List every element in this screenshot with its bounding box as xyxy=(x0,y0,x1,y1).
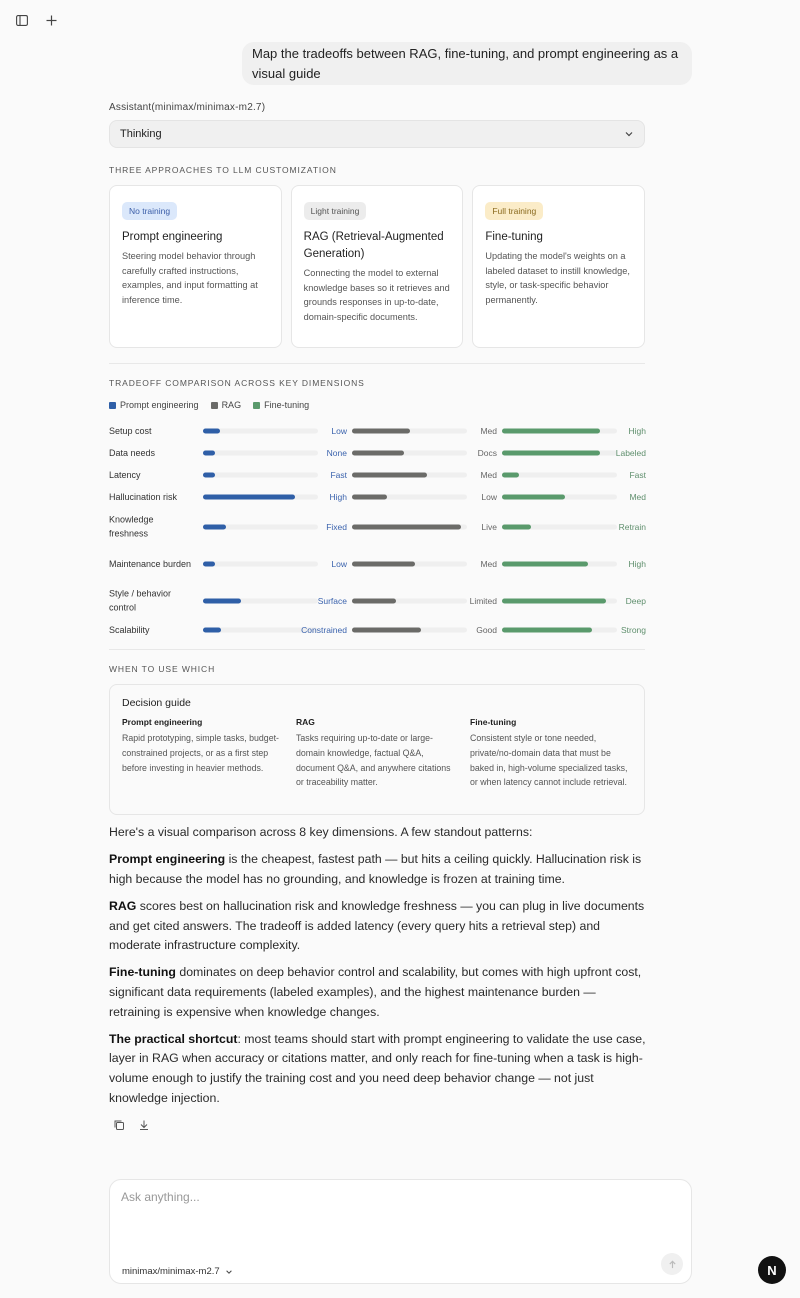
chart-row xyxy=(109,442,645,464)
approach-cards xyxy=(109,185,645,348)
value-label: Retrain xyxy=(618,521,646,532)
value-label: Med xyxy=(480,558,497,569)
bar-fill xyxy=(352,429,410,434)
chart-row xyxy=(109,545,645,582)
value-label: Med xyxy=(480,470,497,480)
response-bold: RAG xyxy=(109,898,137,913)
approach-card xyxy=(291,185,464,348)
approach-badge: Light training xyxy=(304,202,367,220)
chart-row xyxy=(109,464,645,486)
new-chat-icon[interactable] xyxy=(43,12,59,28)
value-label: Fixed xyxy=(326,521,347,532)
guide-column-text: Rapid prototyping, simple tasks, budget-constrained projects, or as a first step before investing in heavier methods. xyxy=(122,733,279,773)
response-text: is the cheapest, fastest path — but hits a ceiling quickly. Hallucination risk is high because the model has no grounding, and knowledge is frozen at training time. xyxy=(109,852,642,886)
section-title-tradeoff: TRADEOFF COMPARISON ACROSS KEY DIMENSIONS xyxy=(109,378,365,388)
value-label: Med xyxy=(480,426,497,436)
response-paragraph xyxy=(109,1030,649,1108)
legend-item xyxy=(253,400,309,410)
legend-item xyxy=(109,400,199,410)
value-label: Limited xyxy=(469,595,497,606)
legend-item xyxy=(211,400,242,410)
response-paragraph xyxy=(109,897,649,956)
approach-desc: Steering model behavior through carefully crafted instructions, examples, and input formatting at inference time. xyxy=(122,251,258,305)
response-paragraph xyxy=(109,850,649,889)
response-text: : most teams should start with prompt engineering to validate the use case, layer in RAG when accuracy or citations matter, and only reach for fine-tuning when a task is high-volume enough to justify the training cost and you need deep behavior change — not just knowledge injection. xyxy=(109,1031,646,1105)
approach-desc: Connecting the model to external knowledge bases so it retrieves and grounds responses in up-to-date, domain-specific documents. xyxy=(303,268,450,322)
value-label: Fast xyxy=(629,470,646,480)
user-message-line: Map the tradeoffs between RAG, fine-tuning, and prompt engineering as a xyxy=(252,45,679,61)
response-bold: The practical shortcut xyxy=(109,1031,238,1046)
chart-row xyxy=(109,486,645,508)
chevron-down-icon xyxy=(624,129,634,139)
value-label: Fast xyxy=(330,470,347,480)
value-label: High xyxy=(628,558,646,569)
bar-fill xyxy=(502,473,519,478)
decision-guide-title: Decision guide xyxy=(122,697,191,709)
chart-row xyxy=(109,508,645,545)
approach-badge: No training xyxy=(122,202,177,220)
legend-label: Fine-tuning xyxy=(264,400,310,410)
value-label: Low xyxy=(331,558,347,569)
message-actions xyxy=(113,1119,150,1131)
response-text: scores best on hallucination risk and knowledge freshness — you can plug in live documents and get cited answers. The tradeoff is added latency (every query hits a retrieval step) and moderate infrastructure complexity. xyxy=(109,898,645,953)
response-bold: Fine-tuning xyxy=(109,965,176,980)
legend-swatch xyxy=(109,402,116,409)
response-bold: Prompt engineering xyxy=(109,852,226,867)
chart-row xyxy=(109,420,645,442)
approach-card xyxy=(109,185,282,348)
value-label: Live xyxy=(481,521,497,532)
decision-guide xyxy=(109,684,645,815)
top-bar xyxy=(0,0,800,40)
send-button[interactable] xyxy=(661,1253,683,1275)
value-label: Surface xyxy=(317,595,347,606)
assistant-response xyxy=(109,823,649,1116)
divider xyxy=(109,649,645,650)
dimension-label: Scalability xyxy=(109,624,150,635)
bar-fill xyxy=(352,561,415,566)
composer xyxy=(109,1179,692,1284)
value-label: Docs xyxy=(477,448,497,458)
approach-title: Prompt engineering xyxy=(122,231,223,243)
arrow-up-icon xyxy=(668,1260,677,1269)
dimension-label: Data needs xyxy=(109,447,156,458)
bar-fill xyxy=(352,451,404,456)
bar-fill xyxy=(203,473,215,478)
dimension-label: Knowledge freshness xyxy=(109,514,154,539)
approach-title: Fine-tuning xyxy=(485,231,543,243)
bar-fill xyxy=(203,598,241,603)
bar-fill xyxy=(352,628,421,633)
chat-input[interactable] xyxy=(121,1190,641,1204)
user-message-line: visual guide xyxy=(252,65,321,81)
dimension-label: Maintenance burden xyxy=(109,558,192,569)
sidebar-toggle-icon[interactable] xyxy=(14,12,30,28)
divider xyxy=(109,363,645,364)
bar-fill xyxy=(502,495,565,500)
dimension-label: Latency xyxy=(109,469,141,480)
chart-legend xyxy=(109,400,309,410)
guide-column-head: RAG xyxy=(296,717,315,727)
bar-fill xyxy=(502,628,592,633)
guide-column xyxy=(296,717,458,790)
response-text: dominates on deep behavior control and scalability, but comes with high upfront cost, significant data requirements (labeled examples), and the highest maintenance burden — retraining is expensive when knowledge changes. xyxy=(109,965,642,1019)
legend-label: RAG xyxy=(221,400,242,410)
approach-badge: Full training xyxy=(485,202,543,220)
thinking-dropdown[interactable] xyxy=(109,120,645,148)
dimension-label: Setup cost xyxy=(109,425,152,436)
bar-fill xyxy=(352,495,387,500)
chart-row xyxy=(109,582,645,619)
value-label: Deep xyxy=(625,595,646,606)
model-select[interactable] xyxy=(122,1266,233,1277)
value-label: High xyxy=(628,426,646,436)
bar-fill xyxy=(203,524,226,529)
value-label: Low xyxy=(331,426,347,436)
section-title-approaches: THREE APPROACHES TO LLM CUSTOMIZATION xyxy=(109,165,337,175)
approach-card xyxy=(472,185,645,348)
bar-fill xyxy=(502,561,588,566)
guide-column xyxy=(122,717,284,790)
bar-fill xyxy=(203,495,295,500)
download-icon[interactable] xyxy=(138,1119,150,1131)
bar-fill xyxy=(203,429,220,434)
section-title-when: WHEN TO USE WHICH xyxy=(109,664,216,674)
chevron-down-icon xyxy=(225,1268,233,1276)
copy-icon[interactable] xyxy=(113,1119,125,1131)
response-intro: Here's a visual comparison across 8 key dimensions. A few standout patterns: xyxy=(109,825,533,839)
approach-desc: Updating the model's weights on a labeled dataset to instill knowledge, style, or task-specific behavior permanently. xyxy=(485,251,630,305)
thinking-label: Thinking xyxy=(120,128,162,140)
value-label: Strong xyxy=(620,625,646,635)
legend-swatch xyxy=(211,402,218,409)
value-label: Labeled xyxy=(615,448,646,458)
user-message xyxy=(242,42,692,85)
legend-label: Prompt engineering xyxy=(120,400,199,410)
bar-fill xyxy=(352,473,427,478)
response-paragraph xyxy=(109,963,649,1022)
bar-fill xyxy=(352,598,396,603)
legend-swatch xyxy=(253,402,260,409)
tradeoff-chart xyxy=(109,420,645,641)
guide-column-text: Consistent style or tone needed, private/no-domain data that must be baked in, high-volume specialized tasks, or when latency cannot include retrieval. xyxy=(470,733,628,788)
assistant-label: Assistant(minimax/minimax-m2.7) xyxy=(109,102,266,113)
model-select-label: minimax/minimax-m2.7 xyxy=(122,1266,220,1277)
guide-column-text: Tasks requiring up-to-date or large-domain knowledge, factual Q&A, document Q&A, and anywhere citations or traceability matter. xyxy=(296,733,451,788)
guide-column-head: Fine-tuning xyxy=(470,717,517,727)
bar-fill xyxy=(203,451,215,456)
guide-column-head: Prompt engineering xyxy=(122,717,203,727)
bar-fill xyxy=(203,628,221,633)
bar-fill xyxy=(203,561,215,566)
value-label: Good xyxy=(476,625,497,635)
value-label: None xyxy=(326,448,347,458)
bar-fill xyxy=(502,524,531,529)
corner-badge[interactable]: N xyxy=(758,1256,786,1284)
dimension-label: Hallucination risk xyxy=(109,491,178,502)
dimension-label: Style / behavior control xyxy=(109,588,172,613)
value-label: Constrained xyxy=(301,625,347,635)
approach-title: RAG (Retrieval-Augmented Generation) xyxy=(303,231,444,260)
chart-row xyxy=(109,619,645,641)
value-label: High xyxy=(329,492,347,502)
value-label: Med xyxy=(629,492,646,502)
guide-column xyxy=(470,717,632,790)
value-label: Low xyxy=(481,492,497,502)
